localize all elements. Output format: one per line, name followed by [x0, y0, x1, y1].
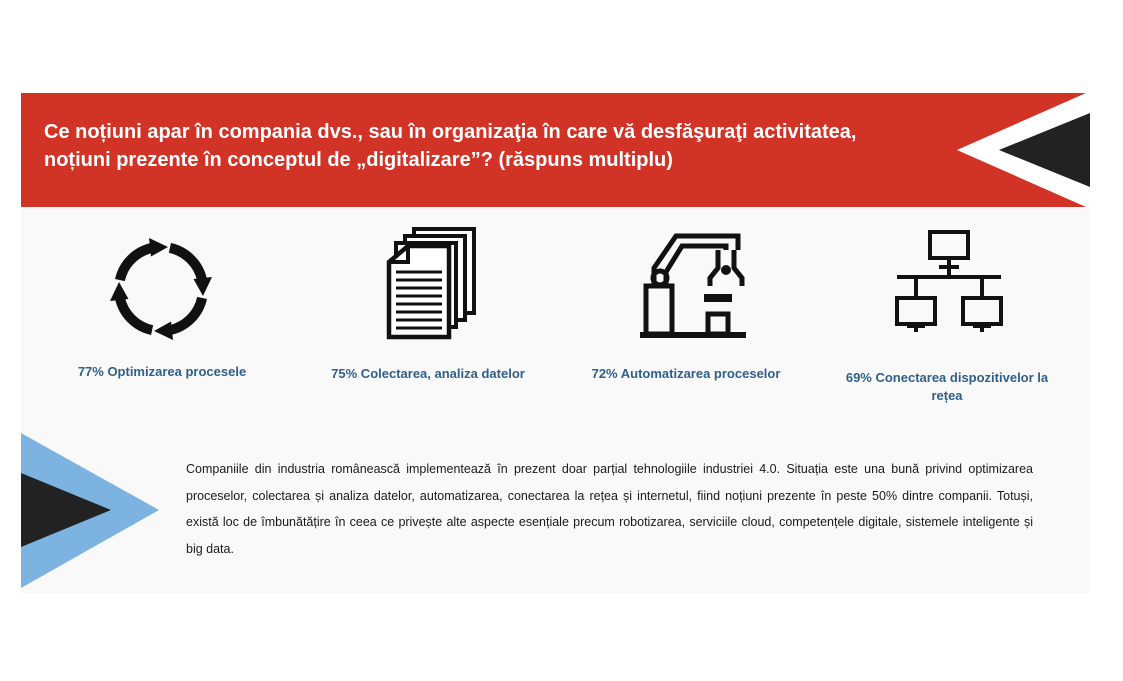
network-computers-icon — [893, 228, 1005, 336]
robot-arm-icon — [638, 228, 748, 338]
summary-text: Companiile din industria românească implementează în prezent doar parțial tehnologiile industriei 4.0. Situația este una bună privind optimizarea proceselor, colectarea și analiza datelor, automatizarea, conectarea la rețea și internetul, fiind noțiuni prezente în peste 50% dintre companii. Totuși, există loc de îmbunătățire în ceea ce privește alte aspecte esențiale precum robotizarea, serviciile cloud, competențele digitale, sistemele inteligente și big data. — [186, 462, 1033, 556]
stat-optimizare-procese: 77% Optimizarea procesele — [77, 364, 247, 379]
arrow-decoration — [21, 433, 159, 588]
stat-colectare-date: 75% Colectarea, analiza datelor — [331, 366, 525, 381]
refresh-cycle-icon — [106, 234, 216, 344]
page-title: Ce noțiuni apar în compania dvs., sau în organizaţia în care vă desfăşuraţi activitatea, noțiuni prezente în conceptul de „digitalizare”? (răspuns multiplu) — [44, 121, 857, 171]
documents-icon — [386, 226, 480, 340]
stat-automatizare-procese: 72% Automatizarea proceselor — [591, 366, 781, 381]
stat-conectare-dispozitive: 69% Conectarea dispozitivelor la rețea — [845, 370, 1049, 403]
header-arrow-decoration — [954, 93, 1090, 207]
